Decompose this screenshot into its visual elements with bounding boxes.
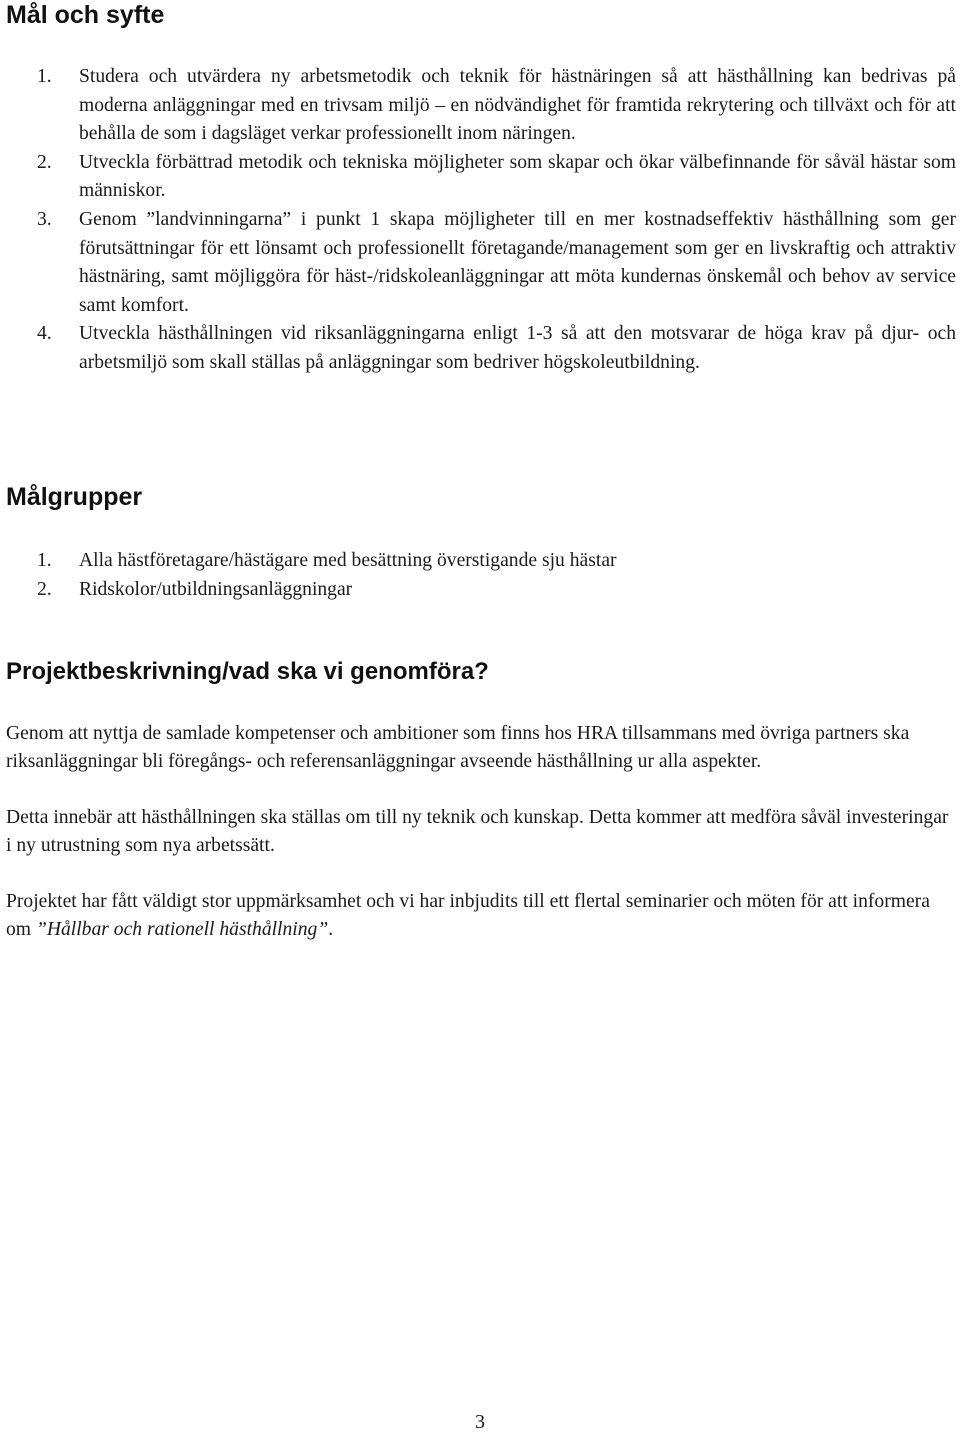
list-item-text: Ridskolor/utbildningsanläggningar xyxy=(79,578,353,600)
paragraph-text: Projektet har fått väldigt stor uppmärksamhet och vi har inbjudits till ett flertal seminarier och möten för att informera om xyxy=(6,891,930,940)
project-title-italic: ”Hållbar och rationell hästhållning” xyxy=(35,919,329,940)
list-item-number: 3. xyxy=(37,208,52,230)
section-heading-malgrupper: Målgrupper xyxy=(6,483,143,511)
list-item-text: Utveckla hästhållningen vid riksanläggningarna enligt 1-3 så att den motsvarar de höga krav på djur- och arbetsmiljö som skall ställas på anläggningar som bedriver högskoleutbildning. xyxy=(79,323,956,373)
list-item-number: 4. xyxy=(37,323,52,345)
list-item-text: Alla hästföretagare/hästägare med besättning överstigande sju hästar xyxy=(79,550,617,571)
list-item xyxy=(6,576,956,605)
list-item xyxy=(6,206,956,320)
list-item-number: 2. xyxy=(37,151,52,173)
list-item xyxy=(6,63,956,149)
list-item-text: Genom ”landvinningarna” i punkt 1 skapa möjligheter till en mer kostnadseffektiv hästhållning som ger förutsättningar för ett lönsamt och professionellt företagande/management som ger en livskraftig och attraktiv hästnäring, samt möjliggöra för häst-/ridskoleanläggningar att möta kundernas önskemål och behov av service samt komfort. xyxy=(79,208,956,316)
list-item xyxy=(6,320,956,377)
list-item-text: Studera och utvärdera ny arbetsmetodik och teknik för hästnäringen så att hästhållning kan bedrivas på moderna anläggningar med en trivsam miljö – en nödvändighet för framtida rekrytering och tillväxt och för att behålla de som i dagsläget verkar professionellt inom näringen. xyxy=(79,66,956,145)
section-heading-mal-och-syfte: Mål och syfte xyxy=(6,1,165,29)
list-item-number: 2. xyxy=(37,578,52,600)
list-item xyxy=(6,149,956,206)
target-groups-list xyxy=(6,547,956,604)
list-item-number: 1. xyxy=(37,66,52,87)
list-item-text: Utveckla förbättrad metodik och tekniska möjligheter som skapar och ökar välbefinnande för såväl hästar som människor. xyxy=(79,151,956,202)
paragraph-project-attention xyxy=(6,888,956,944)
list-item-number: 1. xyxy=(37,550,52,571)
page-number: 3 xyxy=(475,1411,485,1433)
paragraph-project-change: Detta innebär att hästhållningen ska ställas om till ny teknik och kunskap. Detta kommer att medföra såväl investeringar i ny utrustning som nya arbetssätt. xyxy=(6,807,949,856)
section-heading-projektbeskrivning: Projektbeskrivning/vad ska vi genomföra? xyxy=(6,658,489,685)
paragraph-text-end: . xyxy=(328,919,334,940)
paragraph-project-intro: Genom att nyttja de samlade kompetenser och ambitioner som finns hos HRA tillsammans med övriga partners ska riksanläggningar bli föregångs- och referensanläggningar avseende hästhållning ur alla aspekter. xyxy=(6,723,910,772)
list-item xyxy=(6,547,956,576)
goals-list xyxy=(6,63,956,378)
